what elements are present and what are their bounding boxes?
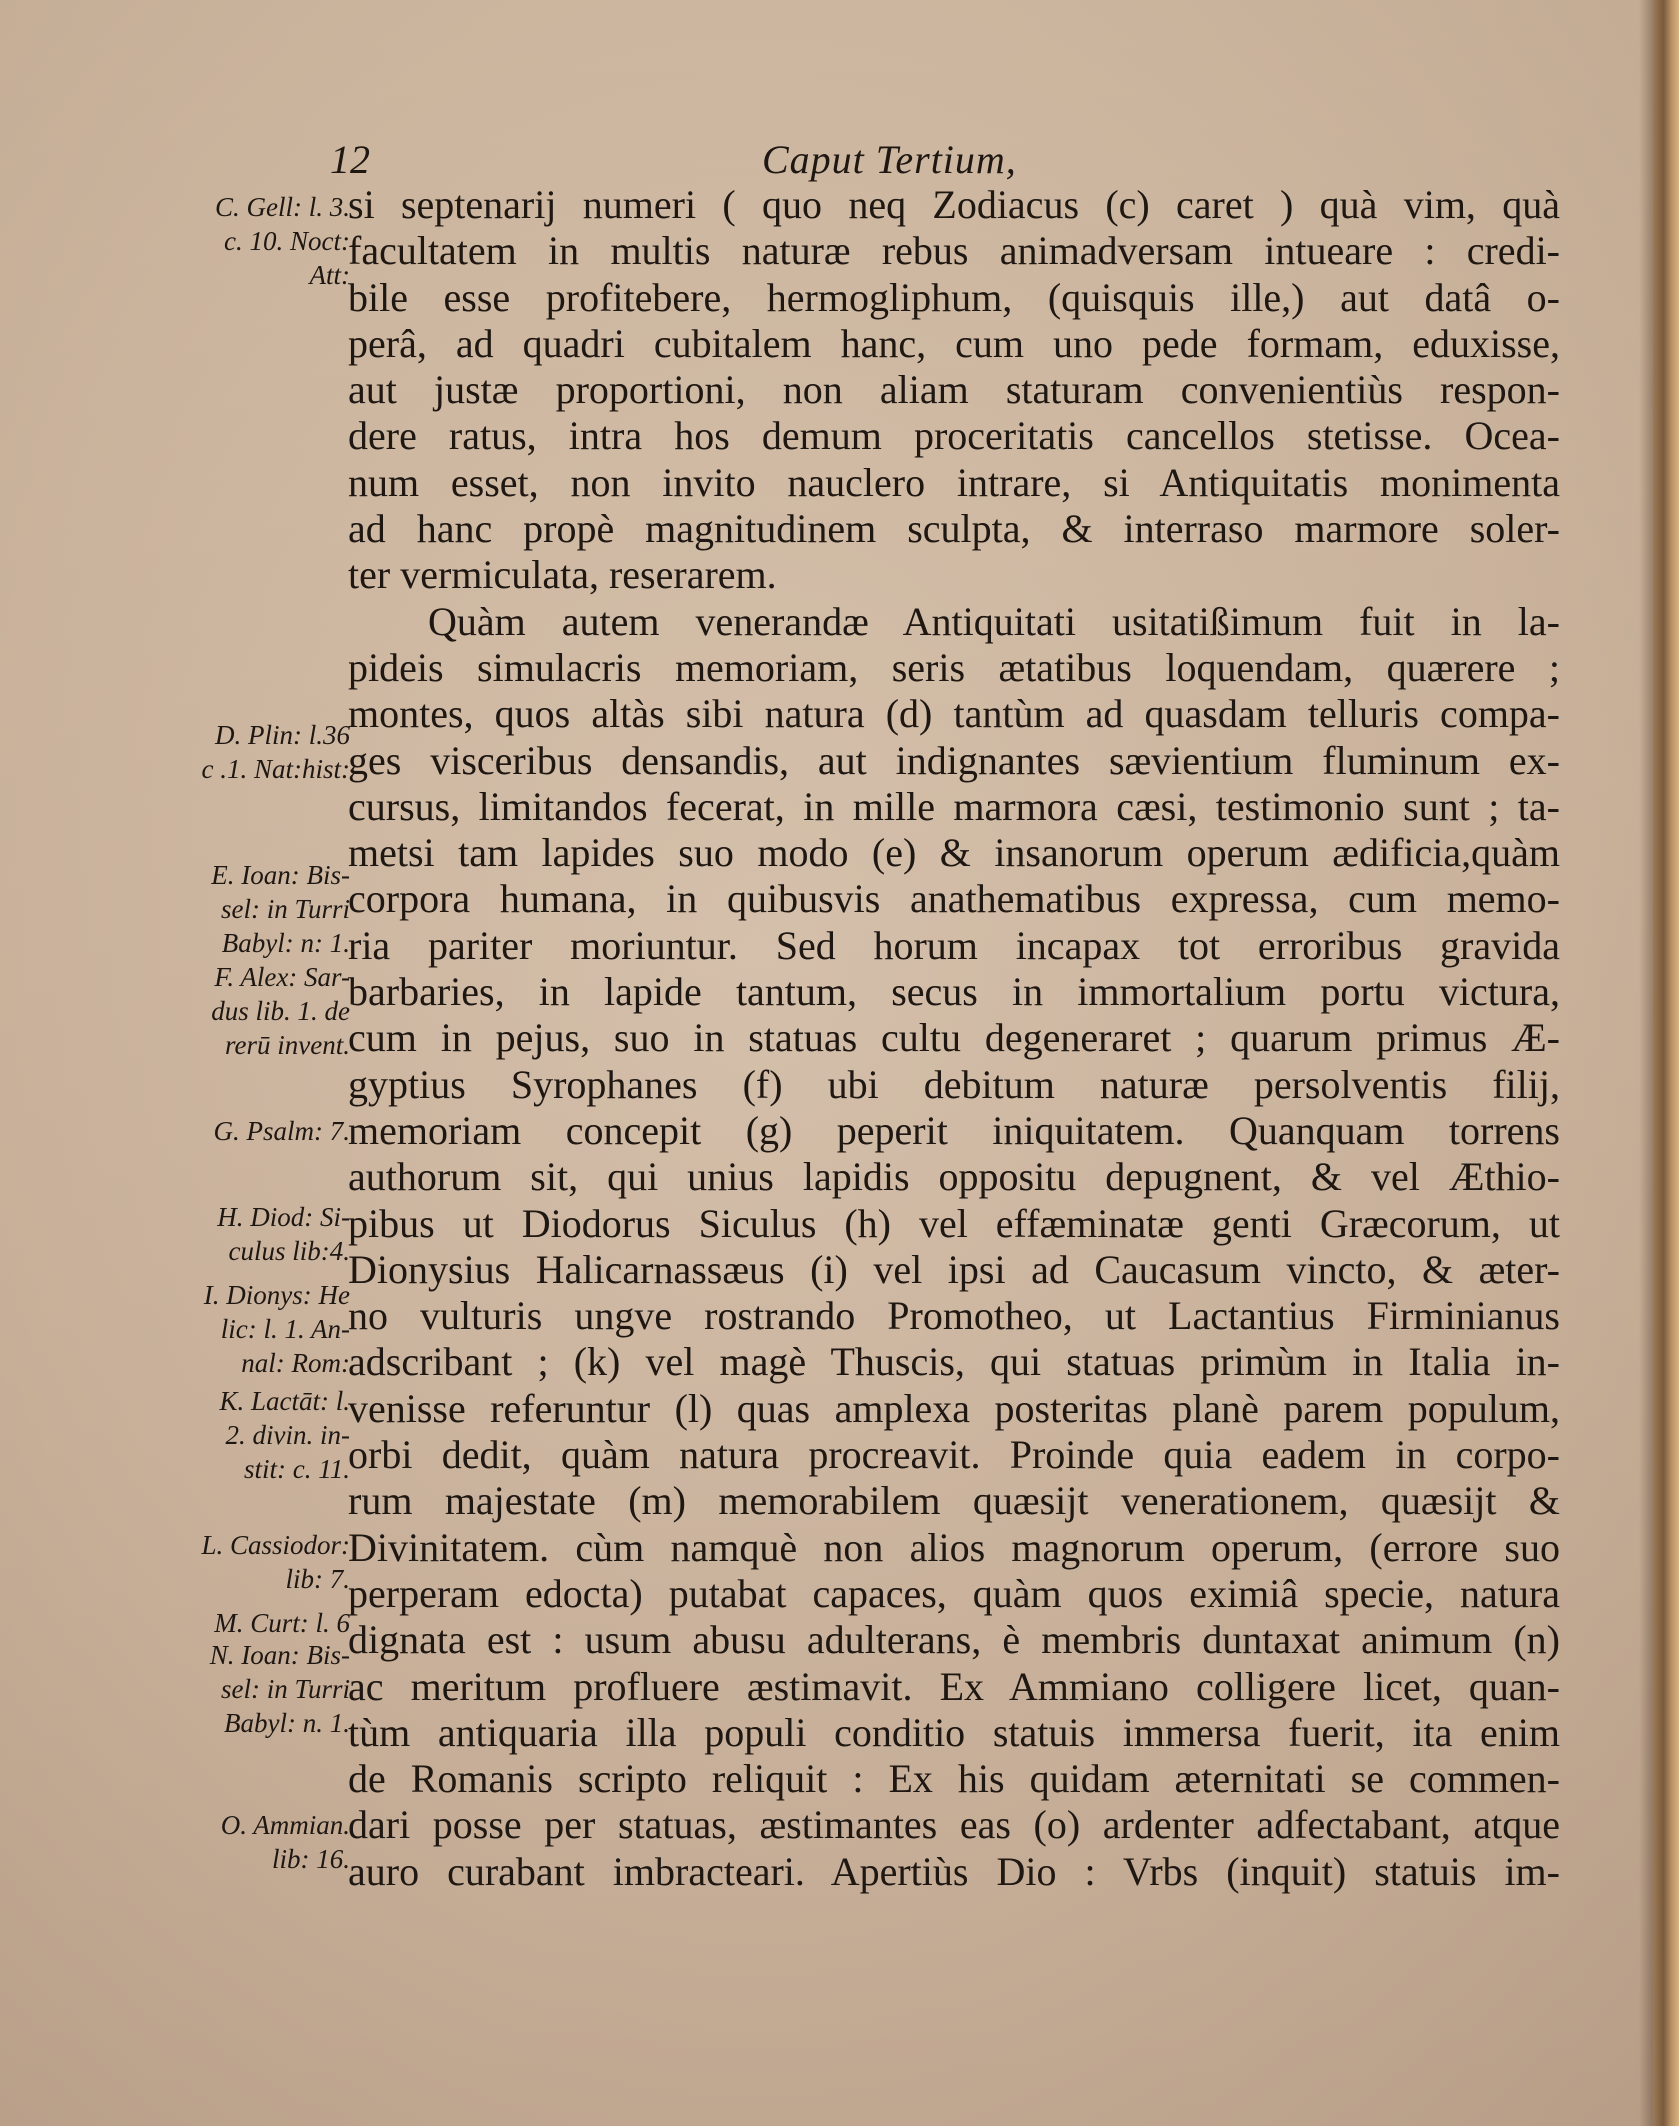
margin-note-line: lib: 7. xyxy=(285,1564,350,1594)
margin-note-line: G. Psalm: 7. xyxy=(213,1116,350,1146)
running-title: Caput Tertium, xyxy=(762,137,1017,182)
text-line: venisse referuntur (l) quas amplexa posteritas planè parem populum, xyxy=(348,1385,1560,1431)
text-line: si septenarij numeri ( quo neq Zodiacus (c) caret ) quà vim, quà xyxy=(348,182,1560,227)
text-line: tùm antiquaria illa populi conditio statuis immersa fuerit, ita enim xyxy=(348,1709,1560,1755)
text-line: ad hanc propè magnitudinem sculpta, & interraso marmore soler- xyxy=(348,506,1560,552)
text-line: ges visceribus densandis, aut indignantes sævientium fluminum ex- xyxy=(348,737,1560,783)
margin-note-l xyxy=(138,1528,350,1596)
text-line: ria pariter moriuntur. Sed horum incapax tot erroribus gravida xyxy=(348,922,1560,968)
text-line: aut justæ proportioni, non aliam staturam convenientiùs respon- xyxy=(348,367,1560,413)
text-line: rum majestate (m) memorabilem quæsijt venerationem, quæsijt & xyxy=(348,1478,1560,1524)
text-line: facultatem in multis naturæ rebus animadversam intueare : credi- xyxy=(348,228,1560,274)
text-line: dere ratus, intra hos demum proceritatis cancellos stetisse. Ocea- xyxy=(348,413,1560,459)
text-line: Dionysius Halicarnassæus (i) vel ipsi ad Caucasum vincto, & æter- xyxy=(348,1246,1560,1292)
text-line: num esset, non invito nauclero intrare, si Antiquitatis monimenta xyxy=(348,459,1560,505)
margin-note-o xyxy=(138,1808,350,1876)
margin-note-line: O. Ammian. xyxy=(220,1810,350,1840)
text-line: no vulturis ungve rostrando Promotheo, ut Lactantius Firminianus xyxy=(348,1293,1560,1339)
text-line: pibus ut Diodorus Siculus (h) vel effæminatæ genti Græcorum, ut xyxy=(348,1200,1560,1246)
margin-note-line: c .1. Nat:hist: xyxy=(201,754,350,784)
margin-note-line: dus lib. 1. de xyxy=(211,996,350,1026)
text-line: gyptius Syrophanes (f) ubi debitum naturæ persolventis filij, xyxy=(348,1061,1560,1107)
text-line: orbi dedit, quàm natura procreavit. Proinde quia eadem in corpo- xyxy=(348,1432,1560,1478)
margin-note-line: lib: 16. xyxy=(272,1844,350,1874)
margin-note-line: I. Dionys: He xyxy=(203,1280,350,1310)
text-line: montes, quos altàs sibi natura (d) tantùm ad quasdam telluris compa- xyxy=(348,691,1560,737)
page-number: 12 xyxy=(330,137,370,182)
margin-note-line: K. Lactāt: l. xyxy=(219,1386,350,1416)
text-line: auro curabant imbracteari. Apertiùs Dio : Vrbs (inquit) statuis im- xyxy=(348,1848,1560,1894)
margin-note-line: rerū invent. xyxy=(225,1030,350,1060)
text-line: perâ, ad quadri cubitalem hanc, cum uno pede formam, eduxisse, xyxy=(348,320,1560,366)
margin-note-f xyxy=(138,960,350,1062)
text-line: dignata est : usum abusu adulterans, è membris duntaxat animum (n) xyxy=(348,1617,1560,1663)
margin-note-line: Babyl: n. 1. xyxy=(224,1708,350,1738)
text-line: dari posse per statuas, æstimantes eas (o) ardenter adfectabant, atque xyxy=(348,1802,1560,1848)
margin-note-i xyxy=(138,1278,350,1380)
margin-note-line: stit: c. 11. xyxy=(244,1454,350,1484)
text-line: Quàm autem venerandæ Antiquitati usitatißimum fuit in la- xyxy=(428,598,1560,644)
text-line: pideis simulacris memoriam, seris ætatibus loquendam, quærere ; xyxy=(348,644,1560,690)
margin-note-line: M. Curt: l. 6 xyxy=(214,1608,350,1638)
margin-note-line: H. Diod: Si- xyxy=(217,1202,350,1232)
text-line: adscribant ; (k) vel magè Thuscis, qui statuas primùm in Italia in- xyxy=(348,1339,1560,1385)
text-line: cursus, limitandos fecerat, in mille marmora cæsi, testimonio sunt ; ta- xyxy=(348,783,1560,829)
text-line: cum in pejus, suo in statuas cultu degeneraret ; quarum primus Æ- xyxy=(348,1015,1560,1061)
body-text xyxy=(348,182,1560,1895)
margin-note-m xyxy=(138,1606,350,1640)
text-line: metsi tam lapides suo modo (e) & insanorum operum ædificia,quàm xyxy=(348,830,1560,876)
margin-note-line: lic: l. 1. An- xyxy=(220,1314,350,1344)
margin-note-line: sel: in Turri xyxy=(220,1674,350,1704)
text-line: de Romanis scripto reliquit : Ex his quidam æternitati se commen- xyxy=(348,1756,1560,1802)
margin-note-line: nal: Rom: xyxy=(241,1348,350,1378)
margin-note-g xyxy=(138,1114,350,1148)
margin-note-line: c. 10. Noct: xyxy=(224,226,350,256)
margin-note-line: L. Cassiodor: xyxy=(201,1530,350,1560)
page-edge-shadow xyxy=(1653,0,1679,2126)
margin-note-d xyxy=(138,718,350,786)
margin-note-line: Babyl: n: 1. xyxy=(221,928,350,958)
text-line: memoriam concepit (g) peperit iniquitatem. Quanquam torrens xyxy=(348,1107,1560,1153)
text-line: ac meritum profluere æstimavit. Ex Ammiano colligere licet, quan- xyxy=(348,1663,1560,1709)
margin-note-line: F. Alex: Sar- xyxy=(214,962,350,992)
text-line: barbaries, in lapide tantum, secus in immortalium portu victura, xyxy=(348,969,1560,1015)
margin-note-line: sel: in Turri xyxy=(220,894,350,924)
margin-note-line: Att: xyxy=(309,260,350,290)
margin-note-line: N. Ioan: Bis- xyxy=(209,1640,350,1670)
margin-note-c xyxy=(138,190,350,292)
margin-note-line: E. Ioan: Bis- xyxy=(211,860,350,890)
text-line: corpora humana, in quibusvis anathematibus expressa, cum memo- xyxy=(348,876,1560,922)
margin-note-line: C. Gell: l. 3. xyxy=(215,192,350,222)
margin-note-e xyxy=(138,858,350,960)
margin-note-line: D. Plin: l.36 xyxy=(215,720,350,750)
margin-note-n xyxy=(138,1638,350,1740)
margin-note-k xyxy=(138,1384,350,1486)
text-line: ter vermiculata, reserarem. xyxy=(348,552,777,598)
text-line: perperam edocta) putabat capaces, quàm quos eximiâ specie, natura xyxy=(348,1570,1560,1616)
margin-note-line: 2. divin. in- xyxy=(225,1420,350,1450)
text-line: authorum sit, qui unius lapidis oppositu depugnent, & vel Æthio- xyxy=(348,1154,1560,1200)
text-line: Divinitatem. cùm namquè non alios magnorum operum, (errore suo xyxy=(348,1524,1560,1570)
margin-note-line: culus lib:4. xyxy=(228,1236,350,1266)
text-line: bile esse profitebere, hermogliphum, (quisquis ille,) aut datâ o- xyxy=(348,274,1560,320)
margin-note-h xyxy=(138,1200,350,1268)
